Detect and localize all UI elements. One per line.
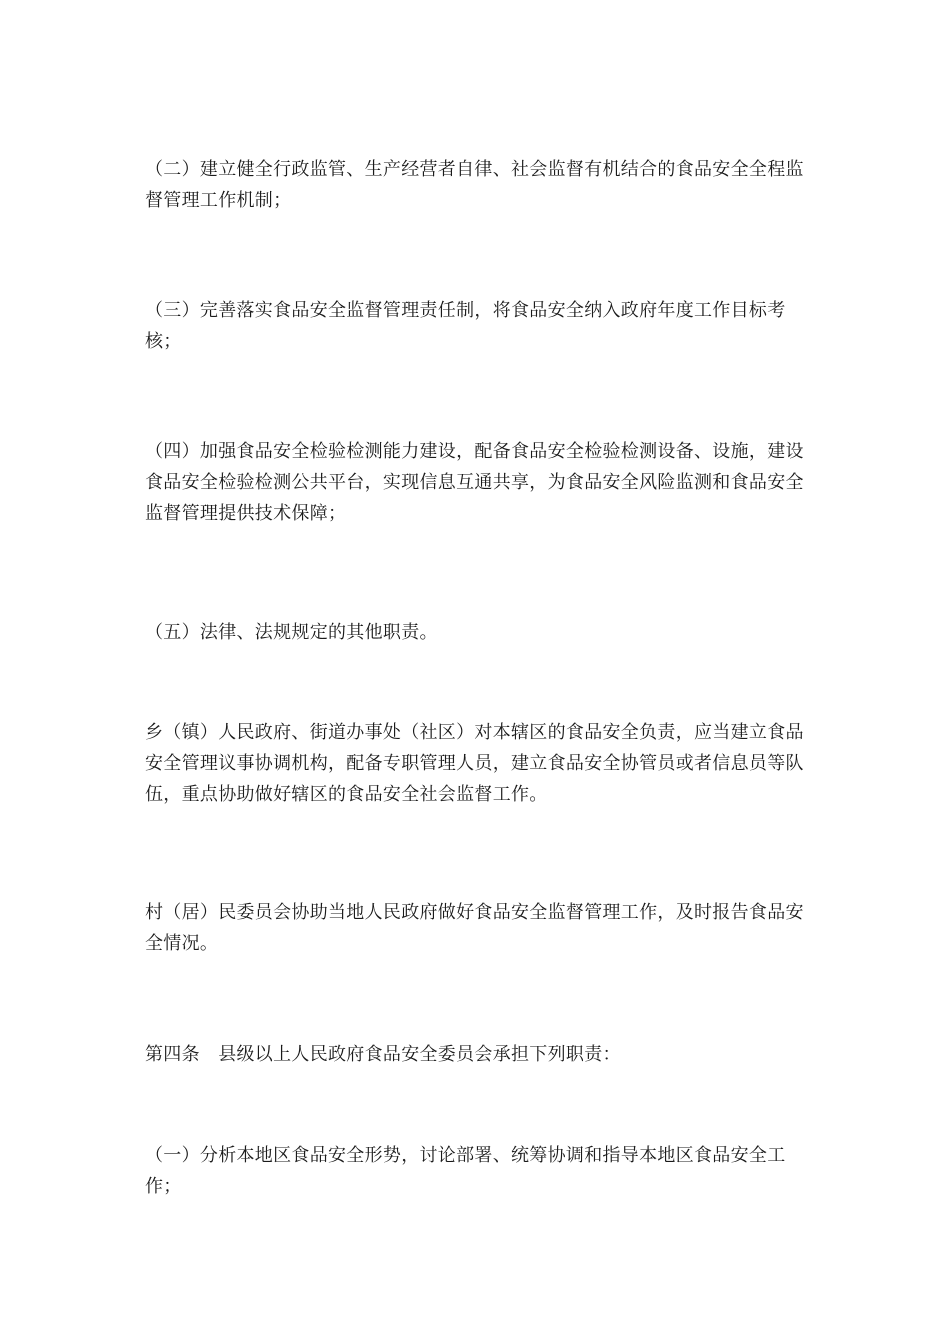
paragraph-item-1: （一）分析本地区食品安全形势，讨论部署、统筹协调和指导本地区食品安全工作； [145, 1145, 786, 1197]
paragraph-village-committee: 村（居）民委员会协助当地人民政府做好食品安全监督管理工作，及时报告食品安全情况。 [145, 902, 804, 954]
paragraph-item-2: （二）建立健全行政监管、生产经营者自律、社会监督有机结合的食品安全全程监督管理工作机制； [145, 159, 804, 211]
paragraph-item-5: （五）法律、法规规定的其他职责。 [145, 622, 438, 643]
paragraph-item-3: （三）完善落实食品安全监督管理责任制，将食品安全纳入政府年度工作目标考核； [145, 300, 786, 352]
paragraph-township-responsibility: 乡（镇）人民政府、街道办事处（社区）对本辖区的食品安全负责，应当建立食品安全管理议事协调机构，配备专职管理人员，建立食品安全协管员或者信息员等队伍，重点协助做好辖区的食品安全社会监督工作。 [145, 722, 804, 805]
article-four-heading: 第四条 县级以上人民政府食品安全委员会承担下列职责： [145, 1044, 621, 1065]
paragraph-item-4: （四）加强食品安全检验检测能力建设，配备食品安全检验检测设备、设施，建设食品安全检验检测公共平台，实现信息互通共享，为食品安全风险监测和食品安全监督管理提供技术保障； [145, 441, 804, 524]
